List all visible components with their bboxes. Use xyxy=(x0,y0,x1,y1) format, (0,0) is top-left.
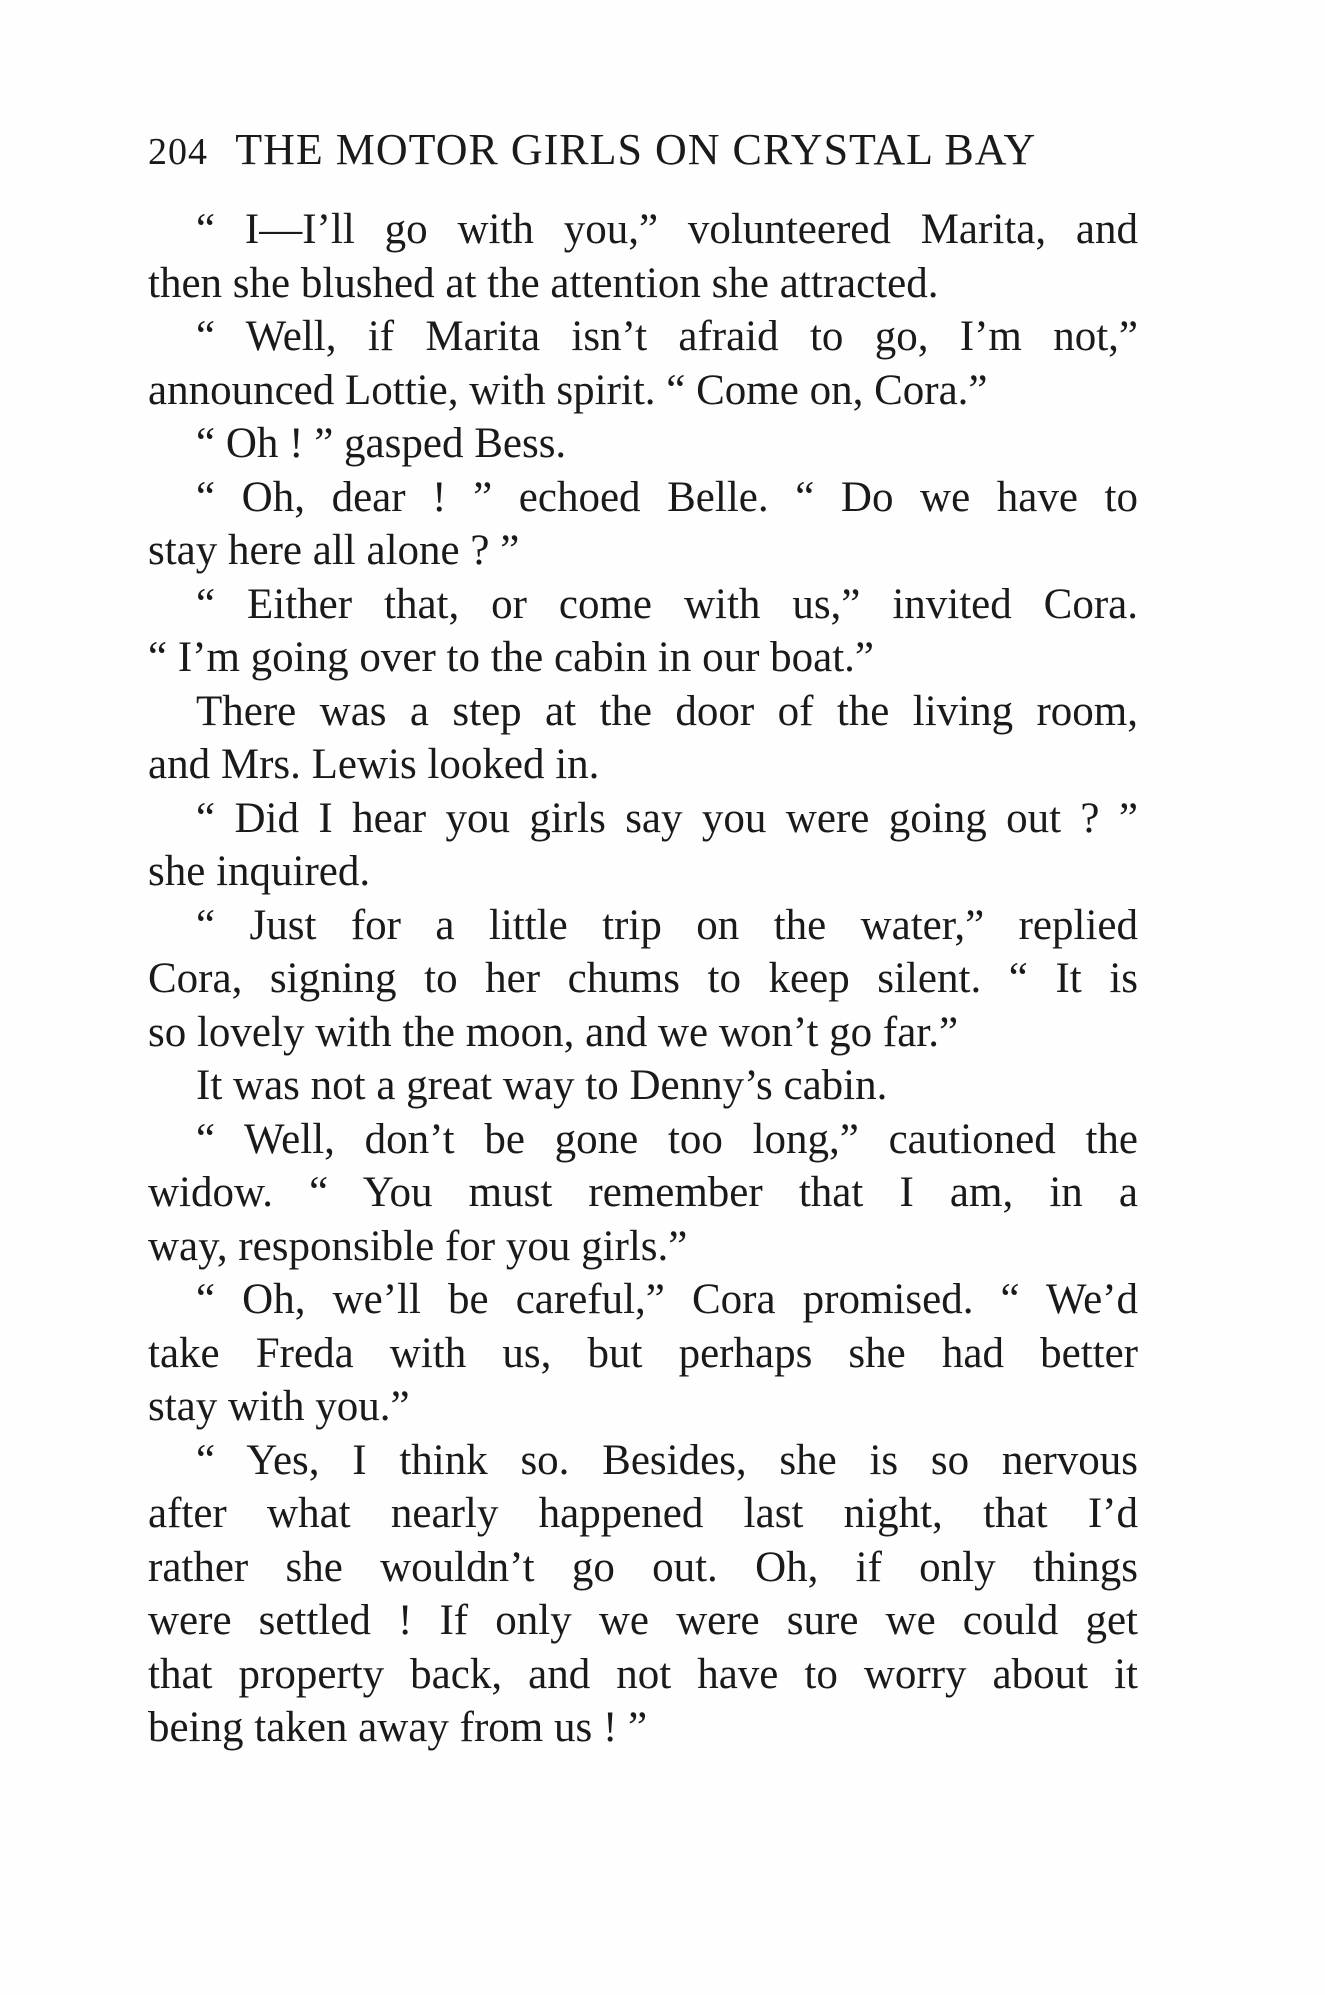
text-line: so lovely with the moon, and we won’t go far.” xyxy=(148,1008,959,1056)
text-line: announced Lottie, with spirit. “ Come on, Cora.” xyxy=(148,366,988,414)
text-line: way, responsible for you girls.” xyxy=(148,1222,688,1270)
text-line: that property back, and not have to worry about it xyxy=(148,1650,1138,1698)
text-line: “ Oh, we’ll be careful,” Cora promised. “ We’d xyxy=(196,1276,1138,1323)
text-line: “ Yes, I think so. Besides, she is so nervous xyxy=(196,1436,1138,1484)
text-line: “ Oh ! ” gasped Bess. xyxy=(196,420,567,467)
text-line: “ I—I’ll go with you,” volunteered Marita, and xyxy=(196,206,1138,253)
text-line: being taken away from us ! ” xyxy=(148,1704,648,1751)
text-line: rather she wouldn’t go out. Oh, if only things xyxy=(148,1543,1138,1591)
text-line: “ Just for a little trip on the water,” replied xyxy=(196,901,1138,949)
text-line: after what nearly happened last night, that I’d xyxy=(148,1490,1138,1537)
text-line: “ Well, if Marita isn’t afraid to go, I’m not,” xyxy=(196,313,1138,360)
text-line: widow. “ You must remember that I am, in a xyxy=(148,1169,1138,1216)
running-title: THE MOTOR GIRLS ON CRYSTAL BAY xyxy=(235,125,1037,174)
text-line: It was not a great way to Denny’s cabin. xyxy=(196,1062,888,1109)
text-line: stay here all alone ? ” xyxy=(148,527,520,574)
text-line: “ Oh, dear ! ” echoed Belle. “ Do we have to xyxy=(196,473,1138,521)
text-line: There was a step at the door of the living room, xyxy=(196,687,1138,735)
text-line: she inquired. xyxy=(148,848,371,895)
page-number: 204 xyxy=(148,131,208,173)
text-line: were settled ! If only we were sure we could get xyxy=(148,1597,1138,1644)
text-line: take Freda with us, but perhaps she had better xyxy=(148,1329,1138,1377)
text-line: “ Well, don’t be gone too long,” cautioned the xyxy=(196,1115,1138,1163)
text-line: “ I’m going over to the cabin in our boat.” xyxy=(148,634,875,681)
text-line: then she blushed at the attention she attracted. xyxy=(148,259,939,307)
text-line: Cora, signing to her chums to keep silent. “ It is xyxy=(148,955,1138,1002)
page-header xyxy=(148,124,1138,175)
text-line: “ Either that, or come with us,” invited Cora. xyxy=(196,580,1138,628)
text-line: “ Did I hear you girls say you were going out ? ” xyxy=(196,794,1138,842)
text-line: and Mrs. Lewis looked in. xyxy=(148,741,600,788)
body-text xyxy=(148,203,1138,1755)
text-line: stay with you.” xyxy=(148,1383,410,1430)
